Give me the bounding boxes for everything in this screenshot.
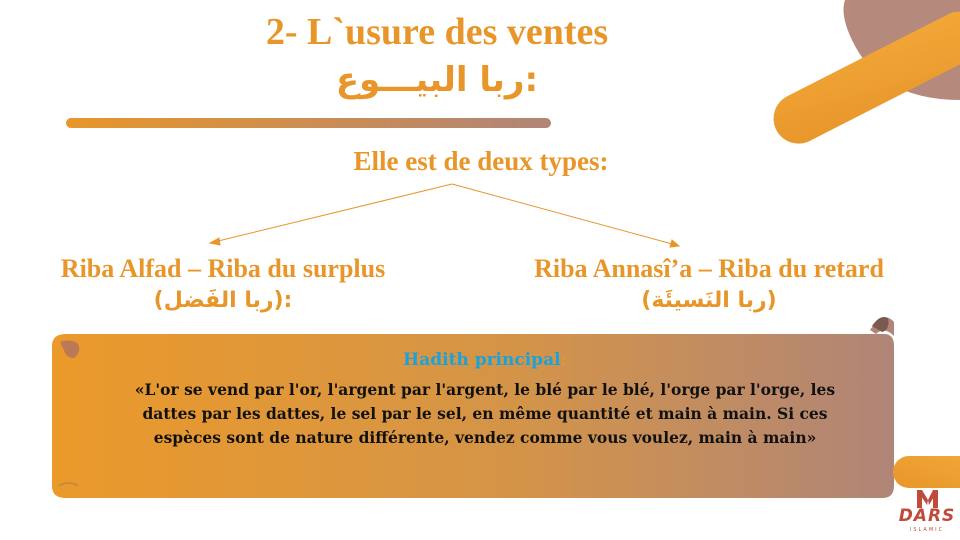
title-underline-band [66, 118, 551, 128]
type-surplus-arabic: (ربا الفَضل): [153, 288, 293, 313]
type-delay-name: Riba Annasî’a – Riba du retard [534, 254, 884, 283]
logo-text: DARS [898, 506, 956, 526]
logo-subtext: ISLAMIC [909, 527, 945, 533]
type-surplus-name: Riba Alfad – Riba du surplus [60, 254, 386, 283]
type-delay-arabic: (ربا النَسيئَة) [641, 288, 777, 313]
hadith-text: «L'or se vend par l'or, l'argent par l'argent, le blé par le blé, l'orge par l'orge, les dattes par les dattes, le sel par le sel, en même quantité et main à main. Si ces espèces sont de nature différente, vendez comme vous voulez, main à main» [134, 380, 836, 447]
page-title-arabic: ربا البيـــوع: [335, 60, 539, 100]
hadith-title-colon: : [560, 350, 567, 370]
page-title: 2- L`usure des ventes [265, 11, 609, 53]
hadith-title-label: Hadith principal [403, 350, 561, 370]
types-heading: Elle est de deux types: [353, 146, 609, 176]
hadith-title [100, 350, 870, 370]
bottom-right-pill [893, 456, 960, 488]
branch-arrows [210, 184, 679, 247]
